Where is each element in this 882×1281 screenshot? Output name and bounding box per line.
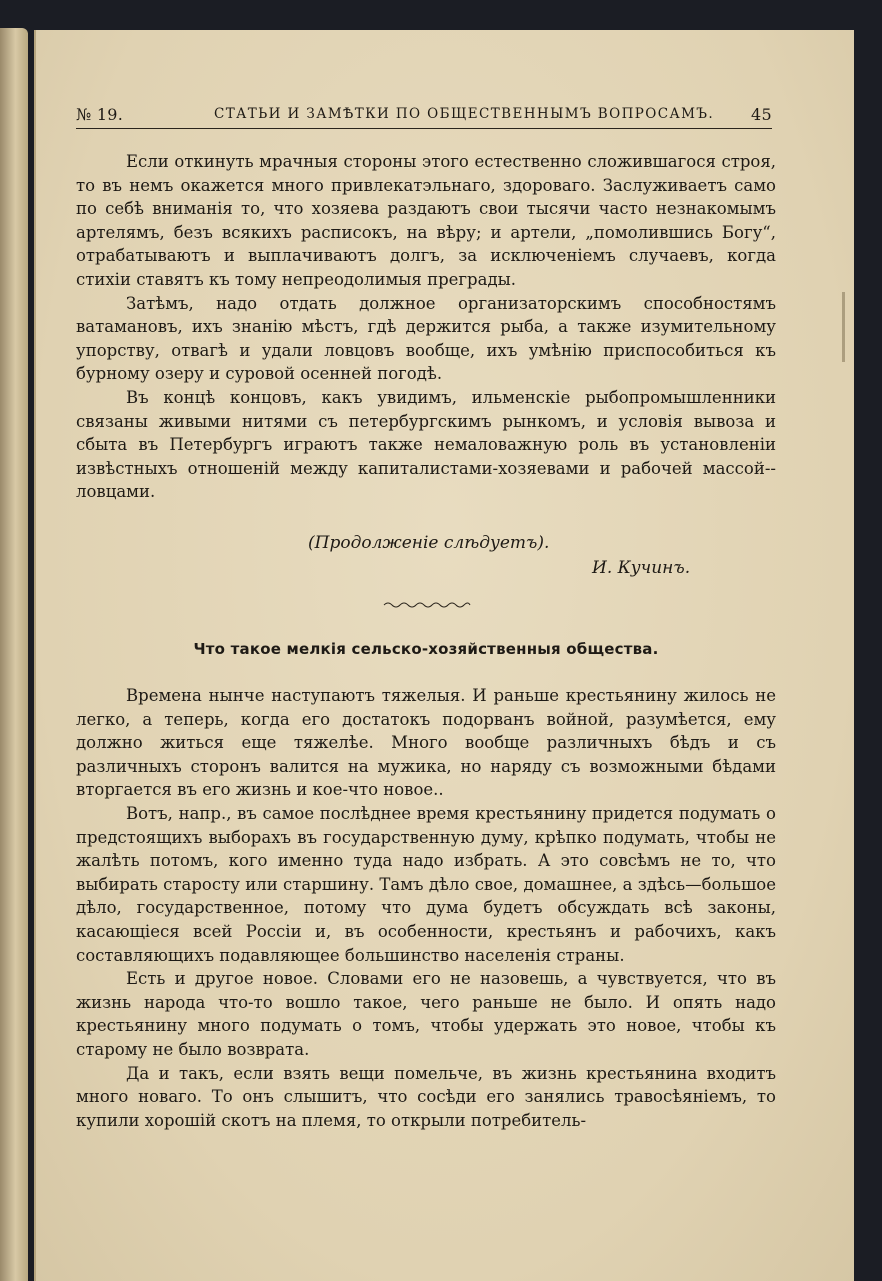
paragraph: Времена нынче наступаютъ тяжелыя. И раньше крестьянину жилось не легко, а теперь, когда его достатокъ подорванъ войной, разумѣется, ему должно житься еще тяжелѣе. Много вообще различныхъ бѣдъ и съ различныхъ сторонъ валится на мужика, но наряду съ возможными бѣдами вторгается въ его жизнь и кое-что новое.. (76, 686, 776, 800)
paragraph: Въ концѣ концовъ, какъ увидимъ, ильменскіе рыбопромышленники связаны живыми нитями съ петербургскимъ рынкомъ, и условія вывоза и сбыта въ Петербургъ играютъ также немаловажную роль въ установленіи извѣстныхъ отношеній между капиталистами-хозяевами и рабочей массой--ловцами. (76, 387, 776, 502)
continuation-note: (Продолженіе слѣдуетъ). (308, 533, 550, 553)
paragraph: Затѣмъ, надо отдать должное организаторскимъ способностямъ ватамановъ, ихъ знанію мѣстъ, гдѣ держится рыба, а также изумительному упорству, отвагѣ и удали ловцовъ вообще, ихъ умѣнію приспособиться къ бурному озеру и суровой осенней погодѣ. (76, 293, 776, 384)
book-page (34, 30, 854, 1281)
paragraph: Да и такъ, если взять вещи помельче, въ жизнь крестьянина входитъ много новаго. То онъ слышитъ, что сосѣди его занялись травосѣяніемъ, то купили хорошій скотъ на племя, то открыли потребитель- (76, 1063, 776, 1130)
paragraph: Вотъ, напр., въ самое послѣднее время крестьянину придется подумать о предстоящихъ выборахъ въ государственную думу, крѣпко подумать, чтобы не жалѣть потомъ, кого именно туда надо избрать. А это совсѣмъ не то, что выбирать старосту или старшину. Тамъ дѣло свое, домашнее, а здѣсь—большое дѣло, государственное, потому что дума будетъ обсуждать всѣ законы, касающіеся всей Россіи и, въ особенности, крестьянъ и рабочихъ, какъ составляющихъ подавляющее большинство населенія страны. (76, 803, 776, 965)
author-signature: И. Кучинъ. (592, 558, 691, 578)
paragraph: Если откинуть мрачныя стороны этого естественно сложившагося строя, то въ немъ окажется много привлекатэльнаго, здороваго. Заслуживаетъ само по себѣ вниманія то, что хозяева раздаютъ свои тысячи часто незнакомымъ артелямъ, безъ всякихъ расписокъ, на вѣру; и артели, „помолившись Богу“, отрабатываютъ и выплачиваютъ долгъ, за исключеніемъ случаевъ, когда стихіи ставятъ къ тому непреодолимыя преграды. (76, 152, 776, 289)
adjacent-page-edge (0, 28, 28, 1281)
issue-number: № 19. (76, 105, 124, 124)
article-2-body (76, 684, 776, 1132)
ornament-divider-icon (382, 601, 472, 609)
running-title: СТАТЬИ И ЗАМѢТКИ ПО ОБЩЕСТВЕННЫМЪ ВОПРОСАМЪ. (214, 106, 715, 122)
page-edge-mark (842, 292, 845, 362)
running-header (76, 102, 772, 129)
article-1-body (76, 150, 776, 504)
article-2-title: Что такое мелкія сельско-хозяйственныя общества. (193, 640, 659, 658)
page-number: 45 (751, 105, 772, 124)
paragraph: Есть и другое новое. Словами его не назовешь, а чувствуется, что въ жизнь народа что-то вошло такое, чего раньше не было. И опять надо крестьянину много подумать о томъ, чтобы удержать это новое, чтобы къ старому не было возврата. (76, 969, 776, 1059)
